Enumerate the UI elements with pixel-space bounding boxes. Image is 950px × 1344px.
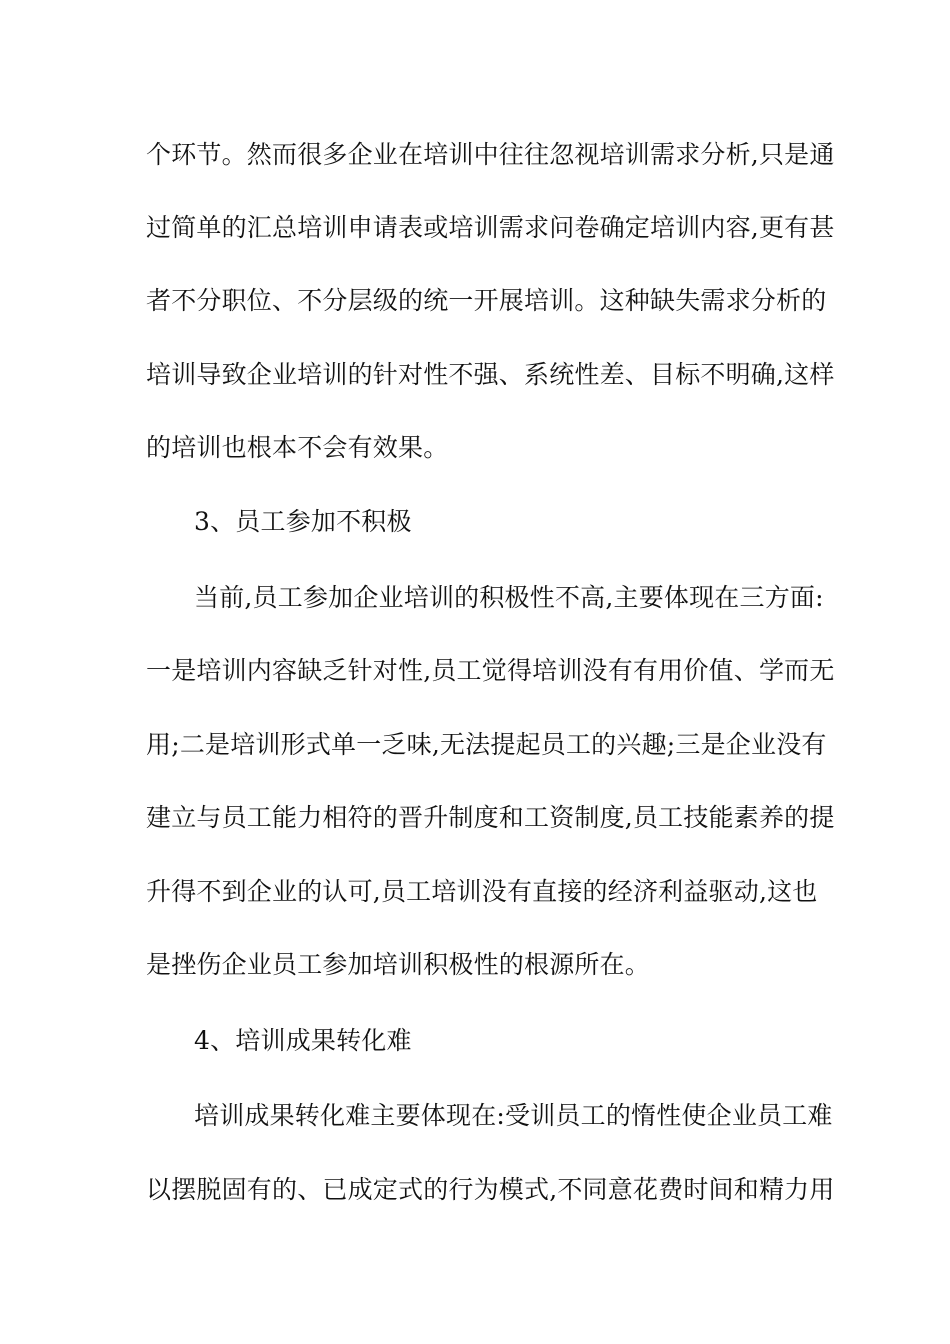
paragraph-line-10: 建立与员工能力相符的晋升制度和工资制度,员工技能素养的提 bbox=[146, 803, 835, 832]
paragraph-line-8: 一是培训内容缺乏针对性,员工觉得培训没有有用价值、学而无 bbox=[146, 656, 835, 685]
paragraph-line-4: 培训导致企业培训的针对性不强、系统性差、目标不明确,这样 bbox=[146, 360, 835, 389]
paragraph-line-14: 培训成果转化难主要体现在:受训员工的惰性使企业员工难 bbox=[194, 1101, 833, 1130]
paragraph-line-11: 升得不到企业的认可,员工培训没有直接的经济利益驱动,这也 bbox=[146, 877, 818, 906]
section-heading-4: 4、培训成果转化难 bbox=[194, 1026, 412, 1055]
paragraph-line-7: 当前,员工参加企业培训的积极性不高,主要体现在三方面: bbox=[194, 583, 824, 612]
section-heading-3: 3、员工参加不积极 bbox=[194, 507, 412, 536]
paragraph-line-3: 者不分职位、不分层级的统一开展培训。这种缺失需求分析的 bbox=[146, 286, 827, 315]
paragraph-line-1: 个环节。然而很多企业在培训中往往忽视培训需求分析,只是通 bbox=[146, 140, 835, 169]
paragraph-line-5: 的培训也根本不会有效果。 bbox=[146, 433, 449, 462]
paragraph-line-9: 用;二是培训形式单一乏味,无法提起员工的兴趣;三是企业没有 bbox=[146, 730, 827, 759]
paragraph-line-2: 过简单的汇总培训申请表或培训需求问卷确定培训内容,更有甚 bbox=[146, 213, 835, 242]
paragraph-line-12: 是挫伤企业员工参加培训积极性的根源所在。 bbox=[146, 950, 651, 979]
paragraph-line-15: 以摆脱固有的、已成定式的行为模式,不同意花费时间和精力用 bbox=[146, 1175, 835, 1204]
